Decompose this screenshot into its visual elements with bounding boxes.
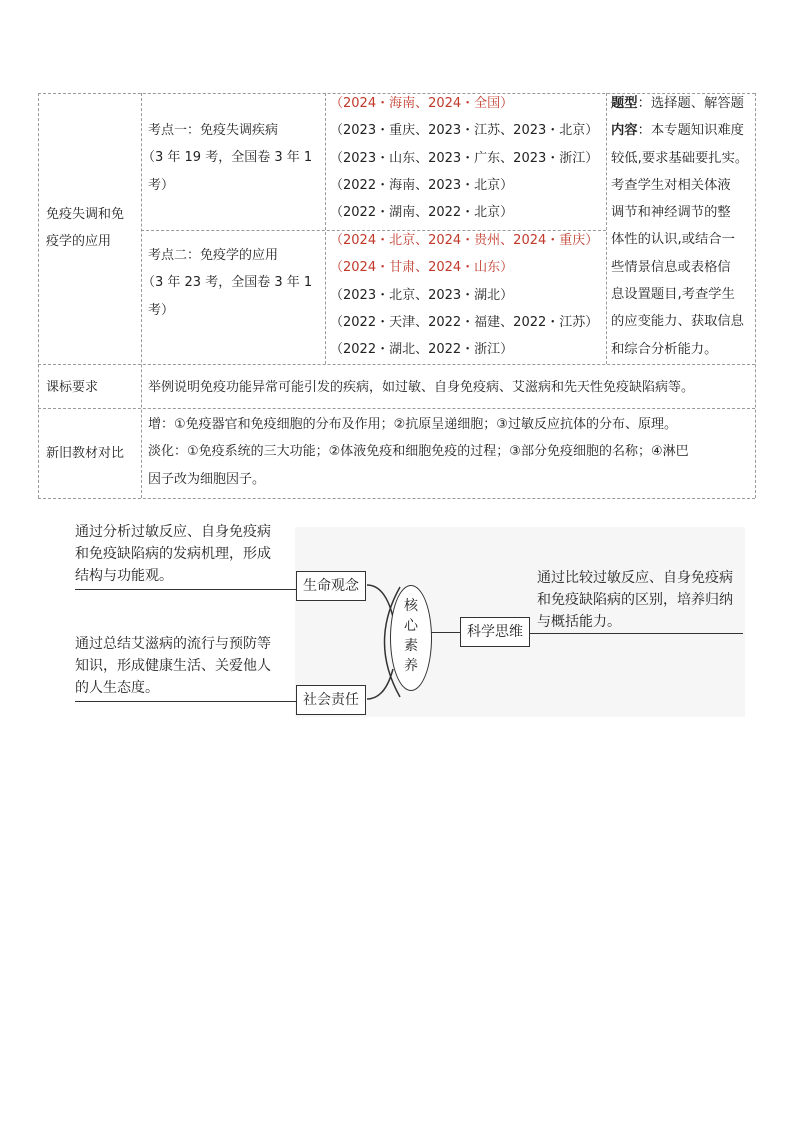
kp2-ref: （2022・湖北、2022・浙江） <box>330 342 514 358</box>
life-connector <box>75 589 297 590</box>
science-note-line: 和免疫缺陷病的区别，培养归纳 <box>537 592 733 608</box>
content-line: 调节和神经调节的整 <box>611 205 731 221</box>
compare-reduce: 因子改为细胞因子。 <box>148 471 266 487</box>
science-note <box>537 567 733 633</box>
kp2-ref-2024: （2024・北京、2024・贵州、2024・重庆） <box>330 233 599 248</box>
kp2-stats: 考） <box>148 302 175 318</box>
compare-add: 增：①免疫器官和免疫细胞的分布及作用；②抗原呈递细胞；③过敏反应抗体的分布、原理。 <box>148 417 677 432</box>
table-border-left <box>38 93 39 498</box>
content-line: 和综合分析能力。 <box>611 341 718 357</box>
table-divider-compare <box>38 408 755 409</box>
kp1-stats: 考） <box>148 177 175 193</box>
core-literacy-oval <box>390 585 432 691</box>
content-label: 内容 <box>611 123 638 139</box>
life-note-line: 结构与功能观。 <box>75 568 173 584</box>
life-note-line: 和免疫缺陷病的发病机理，形成 <box>75 546 271 562</box>
kp2-cell <box>142 242 313 324</box>
core-char: 养 <box>404 658 418 674</box>
content-line: 考查学生对相关体液 <box>611 177 731 193</box>
table-divider-col3 <box>606 93 607 364</box>
compare-cell <box>148 411 689 493</box>
core-char: 核 <box>404 598 418 614</box>
topic-line: 免疫失调和免 <box>46 207 125 222</box>
standard-label: 课标要求 <box>46 380 99 395</box>
content-line: 些情景信息或表格信 <box>611 259 731 275</box>
social-note-line: 知识，形成健康生活、关爱他人 <box>75 658 271 674</box>
content-line: 息设置题目,考查学生 <box>611 287 735 303</box>
question-type-label: 题型 <box>611 96 638 111</box>
standard-text: 举例说明免疫功能异常可能引发的疾病，如过敏、自身免疫病、艾滋病和先天性免疫缺陷病等。 <box>148 380 695 395</box>
analysis-cell <box>611 90 748 363</box>
kp2-refs <box>330 227 598 363</box>
kp2-title: 考点二：免疫学的应用 <box>148 248 279 263</box>
science-note-line: 与概括能力。 <box>537 614 621 630</box>
question-type-text: ：选择题、解答题 <box>637 96 744 111</box>
science-connector <box>530 633 743 634</box>
table-divider-col2 <box>325 93 326 364</box>
content-line: 体性的认识,或结合一 <box>611 232 735 248</box>
content-text-start: ：本专题知识难度 <box>637 123 744 139</box>
compare-reduce: 淡化：①免疫系统的三大功能；②体液免疫和细胞免疫的过程；③部分免疫细胞的名称；④淋巴 <box>148 444 689 460</box>
kp1-cell <box>142 117 313 199</box>
topic-cell <box>46 201 124 256</box>
kp1-ref: （2023・山东、2023・广东、2023・浙江） <box>330 150 599 166</box>
social-note-line: 通过总结艾滋病的流行与预防等 <box>75 636 271 652</box>
kp1-refs <box>330 90 598 226</box>
life-concept-box: 生命观念 <box>296 571 366 601</box>
kp2-stats: （3 年 23 考，全国卷 3 年 1 <box>142 275 313 291</box>
life-note <box>75 521 271 587</box>
kp2-ref: （2023・北京、2023・湖北） <box>330 287 514 303</box>
core-char: 素 <box>404 638 418 654</box>
kp2-ref: （2022・天津、2022・福建、2022・江苏） <box>330 314 599 330</box>
table-divider-standard <box>38 364 755 365</box>
kp1-stats: （3 年 19 考，全国卷 3 年 1 <box>142 150 313 166</box>
science-note-line: 通过比较过敏反应、自身免疫病 <box>537 570 733 586</box>
core-literacy-label <box>391 586 431 676</box>
kp1-title: 考点一：免疫失调疾病 <box>148 123 279 138</box>
science-link <box>431 632 461 633</box>
core-literacy-diagram <box>75 524 745 717</box>
compare-label: 新旧教材对比 <box>46 446 125 461</box>
content-line: 的应变能力、获取信息 <box>611 314 744 330</box>
kp1-ref: （2023・重庆、2023・江苏、2023・北京） <box>330 123 599 139</box>
social-responsibility-box: 社会责任 <box>296 685 366 715</box>
kp1-ref: （2022・海南、2023・北京） <box>330 177 514 193</box>
topic-line: 疫学的应用 <box>46 234 112 250</box>
scientific-thinking-box: 科学思维 <box>460 617 530 647</box>
overview-table <box>38 93 755 498</box>
kp1-ref: （2022・湖南、2022・北京） <box>330 205 514 221</box>
kp1-ref-2024: （2024・海南、2024・全国） <box>330 96 514 111</box>
social-connector <box>75 701 297 702</box>
social-note <box>75 633 271 699</box>
life-note-line: 通过分析过敏反应、自身免疫病 <box>75 524 271 540</box>
table-border-bottom <box>38 498 755 499</box>
social-note-line: 的人生态度。 <box>75 680 159 696</box>
table-border-right <box>755 93 756 498</box>
kp2-ref-2024: （2024・甘肃、2024・山东） <box>330 260 514 276</box>
core-char: 心 <box>404 618 418 634</box>
content-line: 较低,要求基础要扎实。 <box>611 150 749 166</box>
